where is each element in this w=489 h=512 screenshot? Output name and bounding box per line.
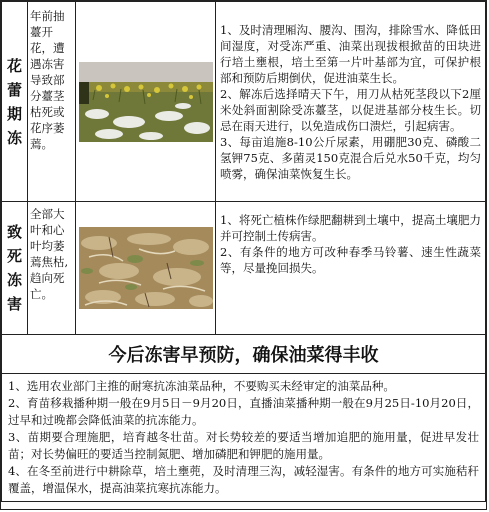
- prevention-cell: [2, 374, 486, 502]
- table-row: [2, 202, 486, 335]
- category-char: 冻: [6, 128, 22, 147]
- category-char: 死: [6, 247, 22, 265]
- prevention-row: [2, 374, 486, 502]
- category-char: 冻: [6, 271, 22, 289]
- table-row: [2, 2, 486, 202]
- category-char: 花: [6, 56, 22, 75]
- prevention-item: 4、在冬至前进行中耕除草，培土壅蔸，及时清理三沟，减轻湿害。有条件的地方可实施秸秆覆盖，增温保水，提高油菜抗寒抗冻能力。: [8, 464, 479, 495]
- measure-item: 1、及时清理厢沟、腰沟、围沟，排除雪水、降低田间湿度，对受冻严重、油菜出现拔根掀苗的田块进行培土壅根，培土至第一片叶基部为宜，可保护根部和预防后期倒伏，促进油菜生长。: [220, 22, 481, 85]
- category-char: 害: [6, 295, 22, 313]
- symptom-cell: 全部大叶和心叶均萎蔫焦枯,趋向死亡。: [28, 202, 76, 335]
- measures-cell: [216, 2, 486, 202]
- measure-item: 2、解冻后选择晴天下午，用刀从枯死茎段以下2厘米处斜面割除受冻薹茎，以促进基部分枝生长。切忌在雨天进行，以免造成伤口溃烂，引起病害。: [220, 86, 481, 133]
- measure-item: 1、将死亡植株作绿肥翻耕到土壤中，提高土壤肥力并可控制土传病害。: [220, 213, 481, 243]
- symptom-cell: 年前抽薹开花，遭遇冻害导致部分薹茎枯死或花序萎蔫。: [28, 2, 76, 202]
- measures-cell: [216, 202, 486, 335]
- category-char: 期: [6, 104, 22, 123]
- category-cell: [2, 202, 28, 335]
- freeze-damage-table: [1, 1, 486, 502]
- frozen-rapeseed-flower-photo: [79, 62, 213, 142]
- photo-cell: [76, 202, 216, 335]
- category-char: 致: [6, 223, 22, 241]
- measure-item: 2、有条件的地方可改种春季马铃薯、速生性蔬菜等，尽量挽回损失。: [220, 245, 481, 275]
- photo-cell: [76, 2, 216, 202]
- section-title: 今后冻害早预防，确保油菜得丰收: [2, 335, 486, 374]
- section-title-row: [2, 335, 486, 374]
- category-cell: [2, 2, 28, 202]
- measure-item: 3、每亩追施8-10公斤尿素，用硼肥30克、磷酸二氢钾75克、多菌灵150克混合后兑水50千克，均匀喷雾，确保油菜恢复生长。: [220, 134, 481, 181]
- prevention-item: 3、苗期要合理施肥，培育越冬壮苗。对长势较差的要适当增加追肥的施用量，促进早发壮苗；对长势偏旺的要适当控制氮肥、增加磷肥和钾肥的施用量。: [8, 430, 479, 461]
- prevention-item: 2、育苗移栽播种期一般在9月5日－9月20日，直播油菜播种期一般在9月25日-10月20日，过早和过晚都会降低油菜的抗冻能力。: [8, 396, 479, 427]
- category-char: 蕾: [6, 80, 22, 99]
- dead-rapeseed-seedlings-photo: [79, 227, 213, 309]
- prevention-item: 1、选用农业部门主推的耐寒抗冻油菜品种，不要购买未经审定的油菜品种。: [8, 379, 395, 393]
